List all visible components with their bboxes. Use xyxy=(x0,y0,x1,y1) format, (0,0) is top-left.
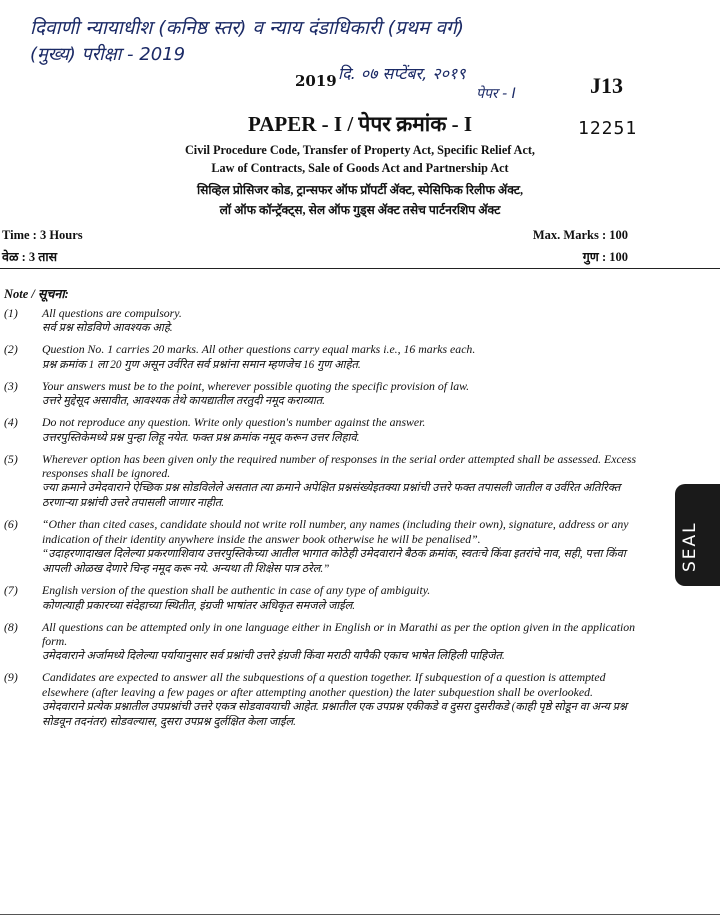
instruction-english: Your answers must be to the point, wherever possible quoting the specific provision of law. xyxy=(42,378,470,393)
instruction-number: (8) xyxy=(4,619,18,634)
footer-divider xyxy=(0,914,720,915)
subjects-english-line-2: Law of Contracts, Sale of Goods Act and Partnership Act xyxy=(211,161,509,175)
instruction-number: (3) xyxy=(4,378,18,393)
instruction-english: Wherever option has been given only the required number of responses in the serial order attempted shall be assessed. Excess responses shall be ignored. xyxy=(42,451,637,481)
instruction-marathi: उत्तरपुस्तिकेमध्ये प्रश्न पुन्हा लिहू नयेत. फक्त प्रश्न क्रमांक नमूद करून उत्तर लिहावे. xyxy=(42,431,360,444)
instruction-english: Question No. 1 carries 20 marks. All other questions carry equal marks i.e., 16 marks each. xyxy=(42,342,476,357)
instruction-marathi: उमेदवाराने प्रत्येक प्रश्नातील उपप्रश्नांची उत्तरे एकत्र सोडवावयाची आहेत. प्रश्नातील एक उपप्रश्न एकीकडे व दुसरा दुसरीकडे (काही पृष्ठे सोडून वा अन्य प्रश्न सोडवून तदनंतर) सोडवल्यास, दुसरा उपप्रश्न दुर्लक्षित केला जाईल. xyxy=(42,701,627,729)
instruction-marathi: कोणत्याही प्रकारच्या संदेहाच्या स्थितीत, इंग्रजी भाषांतर अधिकृत समजले जाईल. xyxy=(42,599,356,612)
instruction-item xyxy=(0,452,660,512)
instruction-english: Candidates are expected to answer all the subquestions of a question together. If subquestion of a question is attempted elsewhere (after leaving a few pages or after attempting another question) the later subquestion shall be overlooked. xyxy=(42,670,606,699)
instruction-body xyxy=(42,342,660,372)
seal-tab xyxy=(675,484,720,586)
instruction-body xyxy=(42,583,660,613)
instruction-item xyxy=(0,306,660,336)
handwritten-paper: पेपर - I xyxy=(476,86,516,102)
instruction-marathi: “उदाहरणादाखल दिलेल्या प्रकरणाशिवाय उत्तरपुस्तिकेच्या आतील भागात कोठेही उमेदवाराने बैठक क्रमांक, स्वतःचे किंवा इतरांचे नाव, सही, पत्ता किंवा आपली ओळख देणारे चिन्ह नमूद करू नये. अन्यथा ती शिक्षेस पात्र ठरेल.” xyxy=(42,548,626,576)
subjects-marathi-line-1: सिव्हिल प्रोसिजर कोड, ट्रान्सफर ऑफ प्रॉपर्टी ॲक्ट, स्पेसिफिक रिलीफ ॲक्ट, xyxy=(196,183,524,197)
instruction-marathi: उत्तरे मुद्देसूद असावीत, आवश्यक तेथे कायद्यातील तरतुदी नमूद कराव्यात. xyxy=(42,395,325,408)
instructions-list xyxy=(0,306,660,736)
instruction-body xyxy=(42,379,660,409)
instruction-body xyxy=(42,306,660,336)
instruction-body xyxy=(42,415,660,445)
instruction-english: “Other than cited cases, candidate should not write roll number, any names (including their own), signature, address or any indication of their identity anywhere inside the answer book otherwise he will be penalised”. xyxy=(42,517,629,546)
max-marks-english: Max. Marks : 100 xyxy=(532,228,628,242)
instruction-item xyxy=(0,583,660,613)
instruction-item xyxy=(0,415,660,445)
instruction-english: Do not reproduce any question. Write only question's number against the answer. xyxy=(42,415,426,430)
header-divider xyxy=(0,268,720,269)
instruction-number: (1) xyxy=(4,306,18,320)
note-heading: Note / सूचना: xyxy=(4,287,69,301)
instruction-english: All questions can be attempted only in one language either in English or in Marathi as per the option given in the application form. xyxy=(42,619,636,649)
instruction-item xyxy=(0,379,660,409)
instruction-marathi: उमेदवाराने अर्जामध्ये दिलेल्या पर्यायानुसार सर्व प्रश्नांची उत्तरे इंग्रजी किंवा मराठी यापैकी एकाच भाषेत लिहिली पाहिजेत. xyxy=(42,650,505,663)
instruction-marathi: ज्या क्रमाने उमेदवाराने ऐच्छिक प्रश्न सोडविलेले असतात त्या क्रमाने अपेक्षित प्रश्नसंख्येइतक्या प्रश्नांची उत्तरे फक्त तपासली जातील व उर्वरित अतिरिक्त ठरणाऱ्या प्रश्नांची उत्तरे तपासली जाणार नाहीत. xyxy=(42,482,621,510)
instruction-item xyxy=(0,342,660,372)
instruction-english: All questions are compulsory. xyxy=(42,306,182,320)
instruction-item xyxy=(0,517,660,577)
instruction-number: (2) xyxy=(4,342,18,357)
handwritten-exam-title: दिवाणी न्यायाधीश (कनिष्ठ स्तर) व न्याय दंडाधिकारी (प्रथम वर्ग) xyxy=(30,17,465,39)
subjects-marathi-line-2: लॉ ऑफ कॉन्ट्रॅक्ट्स, सेल ऑफ गुड्स ॲक्ट तसेच पार्टनरशिप ॲक्ट xyxy=(219,203,501,217)
seal-label: SEAL xyxy=(680,521,700,572)
instruction-item xyxy=(0,620,660,665)
instruction-body xyxy=(42,620,660,665)
instruction-body xyxy=(42,517,660,577)
instruction-marathi: प्रश्न क्रमांक 1 ला 20 गुण असून उर्वरित सर्व प्रश्नांना समान म्हणजेच 16 गुण आहेत. xyxy=(42,358,361,371)
instruction-item xyxy=(0,670,660,730)
instruction-number: (7) xyxy=(4,583,18,598)
instruction-number: (6) xyxy=(4,517,18,532)
instruction-body xyxy=(42,452,660,512)
instruction-marathi: सर्व प्रश्न सोडविणे आवश्यक आहे. xyxy=(42,322,173,335)
instruction-number: (4) xyxy=(4,415,18,430)
instruction-number: (9) xyxy=(4,670,18,685)
handwritten-date: दि. ०७ सप्टेंबर, २०१९ xyxy=(338,64,466,83)
instruction-english: English version of the question shall be authentic in case of any type of ambiguity. xyxy=(42,583,431,598)
time-marathi: वेळ : 3 तास xyxy=(2,250,58,264)
serial-number: 12251 xyxy=(578,118,638,139)
max-marks-marathi: गुण : 100 xyxy=(582,250,628,264)
instruction-body xyxy=(42,670,660,730)
time-english: Time : 3 Hours xyxy=(2,228,83,242)
paper-title: PAPER - I / पेपर क्रमांक - I xyxy=(247,112,473,136)
paper-code: J13 xyxy=(590,73,623,98)
subjects-english-line-1: Civil Procedure Code, Transfer of Property Act, Specific Relief Act, xyxy=(185,143,535,157)
instruction-number: (5) xyxy=(4,451,18,466)
handwritten-exam-subtitle: (मुख्य) परीक्षा - 2019 xyxy=(30,44,186,65)
exam-year: 2019 xyxy=(295,72,337,90)
